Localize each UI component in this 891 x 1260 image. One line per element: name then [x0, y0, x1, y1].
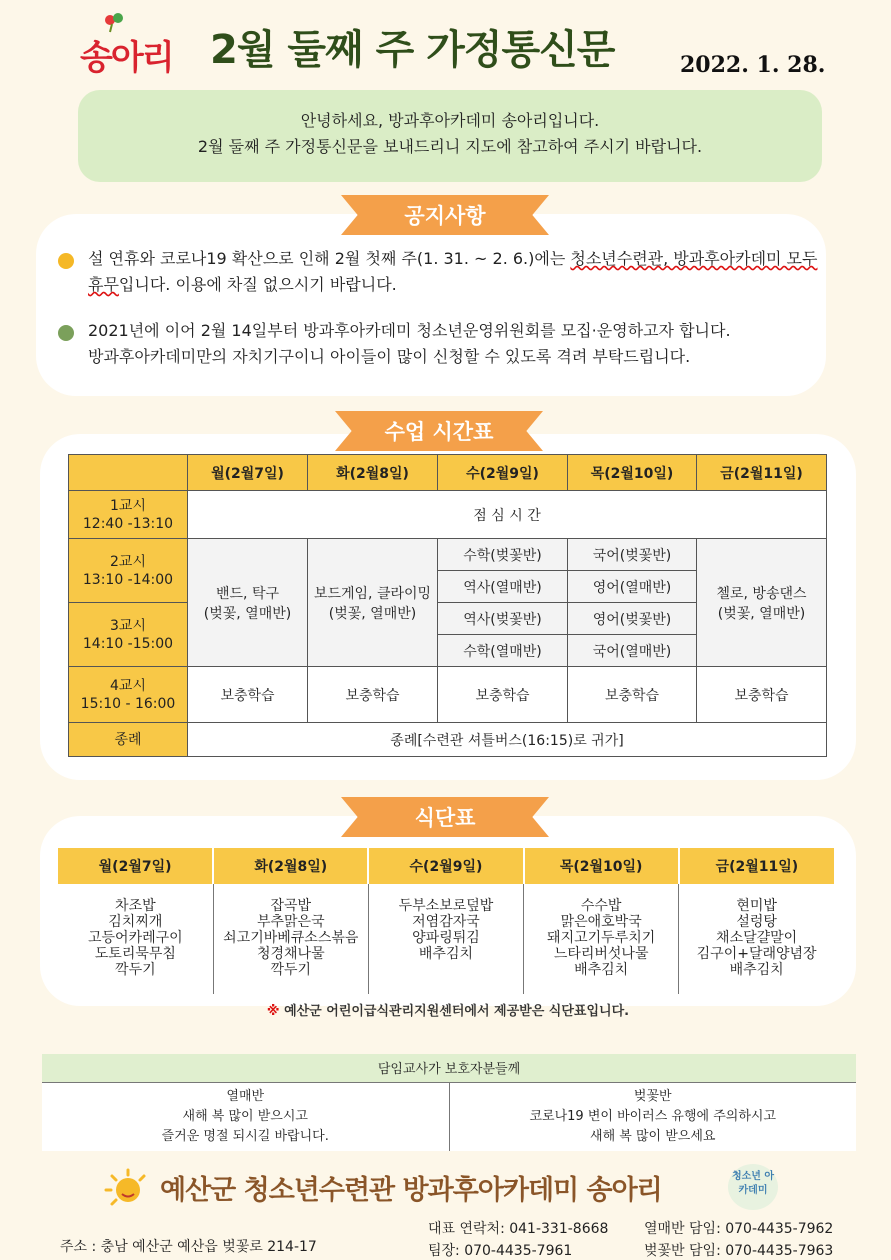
thu-class-cell: 영어(열매반): [568, 571, 697, 603]
teacher-message-table: [42, 1054, 856, 1151]
menu-day-header: 월(2월7일): [58, 848, 213, 884]
address: 주소 : 충남 예산군 예산읍 벚꽃로 214-17: [60, 1239, 317, 1255]
dismissal-cell: 종례[수련관 셔틀버스(16:15)로 귀가]: [188, 723, 827, 757]
tue-activity-cell: 보드게임, 클라이밍 (벚꽃, 열매반): [308, 539, 438, 667]
beotkkot-message: 벚꽃반 코로나19 변이 바이러스 유행에 주의하시고 새해 복 많이 받으세요: [449, 1082, 856, 1151]
notice-highlight: 청소년수련관, 방과후아카데미 모두 휴무: [88, 249, 818, 294]
class-schedule-table: [68, 454, 827, 757]
wed-class-cell: 수학(벚꽃반): [438, 539, 568, 571]
menu-note-text: 예산군 어린이급식관리지원센터에서 제공받은 식단표입니다.: [284, 1004, 630, 1019]
period-cell: 종례: [69, 723, 188, 757]
schedule-day-header: 금(2월11일): [697, 455, 827, 491]
bullet-dot-icon: [58, 325, 74, 341]
schedule-day-header: 월(2월7일): [188, 455, 308, 491]
menu-day-header: 목(2월10일): [524, 848, 679, 884]
notice-item-2: [88, 318, 828, 370]
notice-item-1: [88, 246, 828, 298]
sun-face-logo-icon: [100, 1168, 152, 1208]
supplementary-cell: 보충학습: [438, 667, 568, 723]
fri-activity-cell: 첼로, 방송댄스 (벚꽃, 열매반): [697, 539, 827, 667]
notice-text: 설 연휴와 코로나19 확산으로 인해 2월 첫째 주(1. 31. ~ 2. 6.)에는: [88, 249, 571, 268]
supplementary-cell: 보충학습: [308, 667, 438, 723]
notice-text: 방과후아카데미만의 자치기구이니 아이들이 많이 신청할 수 있도록 격려 부탁드립니다.: [88, 347, 691, 366]
wed-class-cell: 역사(벚꽃반): [438, 603, 568, 635]
schedule-heading: 수업 시간표: [384, 420, 494, 444]
notice-panel: [36, 214, 826, 396]
intro-line-1: 안녕하세요, 방과후아카데미 송아리입니다.: [300, 111, 600, 130]
rep-contact: 대표 연락처: 041-331-8668: [428, 1221, 609, 1237]
schedule-ribbon: [335, 411, 543, 451]
menu-day-items: 잡곡밥 부추맑은국 쇠고기바베큐소스볶음 청경채나물 깍두기: [213, 884, 368, 994]
thu-class-cell: 국어(벚꽃반): [568, 539, 697, 571]
menu-day-items: 수수밥 맑은애호박국 돼지고기두루치기 느타리버섯나물 배추김치: [524, 884, 679, 994]
period-cell: 1교시 12:40 -13:10: [69, 491, 188, 539]
wed-class-cell: 수학(열매반): [438, 635, 568, 667]
notice-heading: 공지사항: [404, 204, 486, 228]
teacher-message-header: 담임교사가 보호자분들께: [42, 1054, 856, 1082]
menu-day-header: 수(2월9일): [368, 848, 523, 884]
supplementary-cell: 보충학습: [188, 667, 308, 723]
menu-day-items: 차조밥 김치찌개 고등어카레구이 도토리묵무침 깍두기: [58, 884, 213, 994]
notice-text: 2021년에 이어 2월 14일부터 방과후아카데미 청소년운영위원회를 모집·운영하고자 합니다.: [88, 321, 731, 340]
reference-mark-icon: ※: [266, 1004, 280, 1019]
bullet-dot-icon: [58, 253, 74, 269]
supplementary-cell: 보충학습: [568, 667, 697, 723]
meal-menu-table: [58, 848, 834, 994]
yeolmae-contact: 열매반 담임: 070-4435-7962: [644, 1221, 834, 1237]
period-cell: 2교시 13:10 -14:00: [69, 539, 188, 603]
menu-day-header: 금(2월11일): [679, 848, 834, 884]
period-cell: 3교시 14:10 -15:00: [69, 603, 188, 667]
supplementary-cell: 보충학습: [697, 667, 827, 723]
menu-day-items: 현미밥 설렁탕 채소달걀말이 김구이+달래양념장 배추김치: [696, 898, 817, 978]
notice-ribbon: [341, 195, 549, 235]
intro-line-2: 2월 둘째 주 가정통신문을 보내드리니 지도에 참고하여 주시기 바랍니다.: [197, 137, 703, 156]
menu-heading: 식단표: [414, 806, 476, 830]
mon-activity-cell: 밴드, 탁구 (벚꽃, 열매반): [188, 539, 308, 667]
menu-note: [40, 1000, 856, 1019]
menu-ribbon: [341, 797, 549, 837]
beotkkot-contact: 벚꽃반 담임: 070-4435-7963: [644, 1243, 834, 1259]
yeolmae-message: 열매반 새해 복 많이 받으시고 즐거운 명절 되시길 바랍니다.: [42, 1082, 449, 1151]
schedule-day-header: 수(2월9일): [438, 455, 568, 491]
leader-contact: 팀장: 070-4435-7961: [428, 1243, 573, 1259]
lunch-cell: 점 심 시 간: [188, 491, 827, 539]
corner-cell: [69, 455, 188, 491]
period-cell: 4교시 15:10 - 16:00: [69, 667, 188, 723]
logo-text: 송아리: [80, 38, 173, 78]
thu-class-cell: 국어(열매반): [568, 635, 697, 667]
songari-logo: [80, 10, 190, 76]
schedule-day-header: 목(2월10일): [568, 455, 697, 491]
menu-day-items: 두부소보로덮밥 저염감자국 양파링튀김 배추김치: [368, 884, 523, 994]
youth-academy-badge: 청소년 아카데미: [728, 1164, 778, 1210]
wed-class-cell: 역사(열매반): [438, 571, 568, 603]
menu-day-header: 화(2월8일): [213, 848, 368, 884]
schedule-day-header: 화(2월8일): [308, 455, 438, 491]
intro-box: [78, 90, 822, 182]
footer-title: 예산군 청소년수련관 방과후아카데미 송아리: [160, 1175, 662, 1206]
issue-date: 2022. 1. 28.: [680, 52, 826, 78]
page-title: 2월 둘째 주 가정통신문: [210, 27, 615, 73]
thu-class-cell: 영어(벚꽃반): [568, 603, 697, 635]
notice-text: 입니다. 이용에 차질 없으시기 바랍니다.: [118, 275, 397, 294]
